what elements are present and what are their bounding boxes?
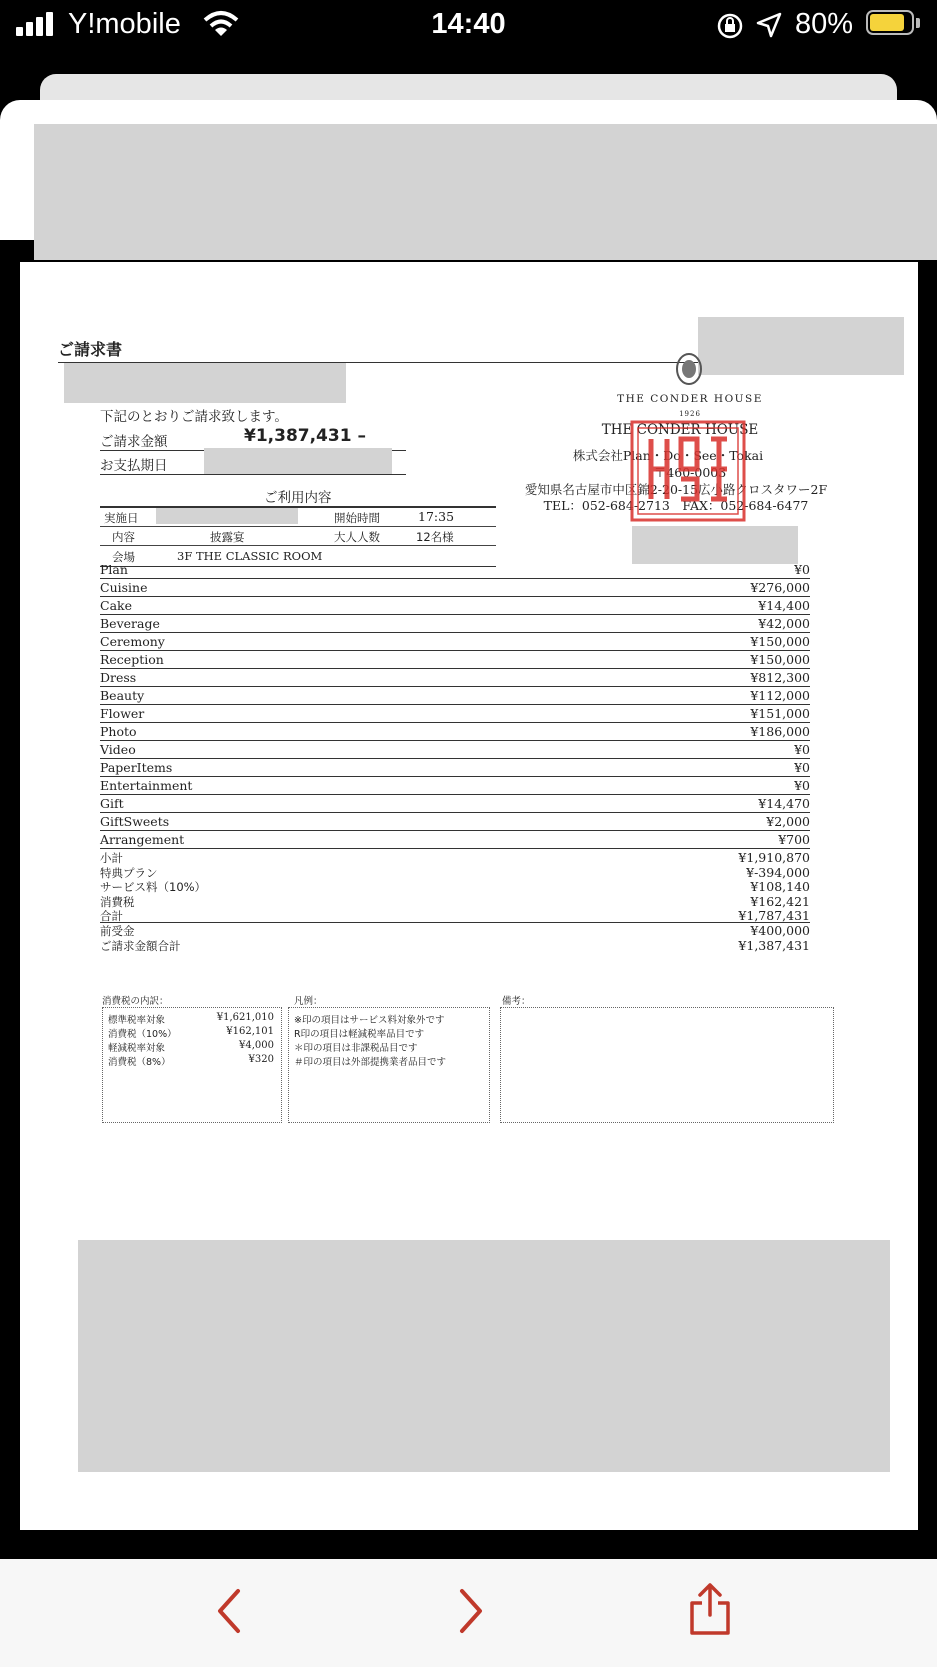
tax-row-label: 消費税（8%）: [108, 1057, 171, 1068]
line-item-amount: ¥2,000: [766, 814, 810, 829]
line-item-label: GiftSweets: [100, 814, 170, 829]
tax-row-amount: ¥4,000: [239, 1040, 274, 1051]
legend-line: ※印の項目はサービス料対象外です: [294, 1015, 445, 1026]
total-label: サービス料（10%）: [100, 880, 207, 895]
total-rule: [100, 922, 810, 923]
venue-value: 3F THE CLASSIC ROOM: [177, 549, 323, 563]
clock: 14:40: [431, 8, 506, 40]
line-item-amount: ¥0: [794, 778, 810, 793]
line-item-amount: ¥812,300: [750, 670, 810, 685]
company-tel: TEL：052-684-2713 FAX：052-684-6477: [543, 498, 809, 513]
due-label: お支払期日: [100, 458, 168, 474]
line-item-rule: [100, 758, 810, 759]
total-label: 特典プラン: [100, 865, 158, 880]
due-underline: [100, 474, 406, 475]
venue-label: 会場: [112, 550, 135, 564]
line-item-amount: ¥14,470: [758, 796, 810, 811]
total-label: 合計: [100, 909, 123, 924]
line-item-label: PaperItems: [100, 760, 173, 775]
tax-rows: [108, 1012, 274, 1084]
status-bar: [0, 0, 937, 50]
redacted-block: [698, 317, 904, 375]
amount-label: ご請求金額: [100, 434, 168, 450]
line-item-amount: ¥700: [778, 832, 810, 847]
line-item-label: Cake: [100, 598, 132, 613]
line-item-rule: [100, 794, 810, 795]
line-item-label: Cuisine: [100, 580, 148, 595]
line-item-amount: ¥0: [794, 760, 810, 775]
carrier-name: Y!mobile: [68, 8, 181, 40]
total-amount: ¥162,421: [750, 893, 810, 909]
company-emblem-icon: [675, 352, 703, 386]
total-amount: ¥-394,000: [746, 864, 810, 880]
redacted-block: [78, 1240, 890, 1472]
notes-box-title: 備考：: [502, 996, 531, 1007]
battery-icon: [866, 10, 920, 37]
legend-line: ＊印の項目は非課税品目です: [294, 1043, 418, 1054]
line-item-rule: [100, 740, 810, 741]
line-item-rule: [100, 632, 810, 633]
start-value: 17:35: [418, 509, 455, 524]
tax-row-label: 消費税（10%）: [108, 1029, 177, 1040]
total-label: 前受金: [100, 924, 135, 938]
back-chevron-icon[interactable]: [200, 1581, 260, 1641]
line-item-label: Beauty: [100, 688, 145, 703]
redacted-block: [204, 448, 392, 474]
line-item-rule: [100, 722, 810, 723]
usage-heading: ご利用内容: [264, 490, 332, 506]
company-seal-stamp: [629, 419, 747, 523]
tax-row-amount: ¥162,101: [226, 1026, 274, 1037]
content-label: 内容: [112, 530, 135, 544]
usage-rule: [100, 545, 496, 546]
line-item-label: Entertainment: [100, 778, 193, 793]
line-item-rule: [100, 686, 810, 687]
line-item-label: Reception: [100, 652, 164, 667]
company-corp: 株式会社Plan・Do・See・Tokai: [572, 448, 764, 463]
line-item-rule: [100, 650, 810, 651]
line-item-amount: ¥150,000: [750, 652, 810, 667]
line-item-label: Dress: [100, 670, 137, 685]
company-postal: 〒460-0003: [653, 465, 727, 480]
legend-line: ＃印の項目は外部提携業者品目です: [294, 1057, 447, 1068]
brand-name: THE CONDER HOUSE: [617, 393, 763, 405]
company-name: THE CONDER HOUSE: [601, 422, 759, 438]
adults-value: 12名様: [416, 530, 454, 544]
usage-rule: [100, 526, 496, 527]
content-value: 披露宴: [210, 530, 245, 544]
tax-row-label: 標準税率対象: [108, 1015, 166, 1026]
company-address: 愛知県名古屋市中区錦2-20-15広小路クロスタワー2F: [524, 482, 828, 497]
date-label: 実施日: [104, 511, 139, 525]
location-arrow-icon: [756, 12, 782, 38]
tax-row-amount: ¥1,621,010: [216, 1012, 274, 1023]
line-item-label: Flower: [100, 706, 145, 721]
line-item-rule: [100, 812, 810, 813]
line-item-amount: ¥14,400: [758, 598, 810, 613]
line-item-rule: [100, 776, 810, 777]
redacted-block: [156, 508, 298, 524]
share-icon[interactable]: [680, 1579, 740, 1639]
line-item-amount: ¥42,000: [758, 616, 810, 631]
line-item-amount: ¥112,000: [750, 688, 810, 703]
orientation-lock-icon: [716, 12, 744, 40]
redacted-block: [34, 124, 937, 260]
line-item-rule: [100, 596, 810, 597]
total-amount: ¥108,140: [750, 879, 810, 895]
line-item-rule: [100, 668, 810, 669]
line-item-amount: ¥276,000: [750, 580, 810, 595]
line-item-label: Arrangement: [100, 832, 185, 847]
line-items: [100, 562, 810, 962]
line-item-amount: ¥186,000: [750, 724, 810, 739]
tax-row-amount: ¥320: [248, 1054, 274, 1065]
line-item-rule: [100, 704, 810, 705]
line-item-label: Plan: [100, 562, 128, 577]
total-amount: ¥1,787,431: [738, 908, 810, 924]
tax-row-label: 軽減税率対象: [108, 1043, 166, 1054]
notes-box: [500, 1007, 834, 1123]
line-item-amount: ¥0: [794, 562, 810, 577]
line-item-amount: ¥151,000: [750, 706, 810, 721]
line-item-label: Video: [100, 742, 136, 757]
line-item-label: Beverage: [100, 616, 160, 631]
total-label: ご請求金額合計: [100, 938, 181, 953]
total-amount: ¥1,910,870: [738, 850, 810, 865]
tax-box-title: 消費税の内訳：: [102, 996, 169, 1007]
line-item-label: Photo: [100, 724, 137, 739]
line-item-rule: [100, 578, 810, 579]
amount-value: ¥1,387,431 –: [244, 426, 366, 446]
start-label: 開始時間: [334, 511, 380, 525]
line-item-label: Ceremony: [100, 634, 165, 649]
invoice-title: ご請求書: [58, 340, 123, 359]
brand-year: 1926: [679, 410, 701, 418]
total-amount: ¥1,387,431: [738, 937, 810, 953]
line-item-amount: ¥0: [794, 742, 810, 757]
total-label: 消費税: [100, 894, 135, 909]
line-item-rule: [100, 614, 810, 615]
redacted-block: [632, 526, 798, 564]
line-item-rule: [100, 848, 810, 849]
intro-text: 下記のとおりご請求致します。: [100, 409, 288, 425]
legend-line: R印の項目は軽減税率品目です: [294, 1029, 425, 1040]
legend-box-title: 凡例：: [294, 996, 323, 1007]
invoice-document: [20, 262, 918, 1530]
forward-chevron-icon[interactable]: [440, 1581, 500, 1641]
line-item-rule: [100, 830, 810, 831]
line-item-amount: ¥150,000: [750, 634, 810, 649]
redacted-block: [64, 363, 346, 403]
total-amount: ¥400,000: [750, 923, 810, 938]
battery-percentage: 80%: [795, 8, 854, 40]
legend-lines: [294, 1012, 486, 1084]
line-item-label: Gift: [100, 796, 124, 811]
total-label: 小計: [100, 851, 123, 865]
bottom-toolbar: [0, 1559, 937, 1667]
adults-label: 大人人数: [334, 530, 380, 544]
